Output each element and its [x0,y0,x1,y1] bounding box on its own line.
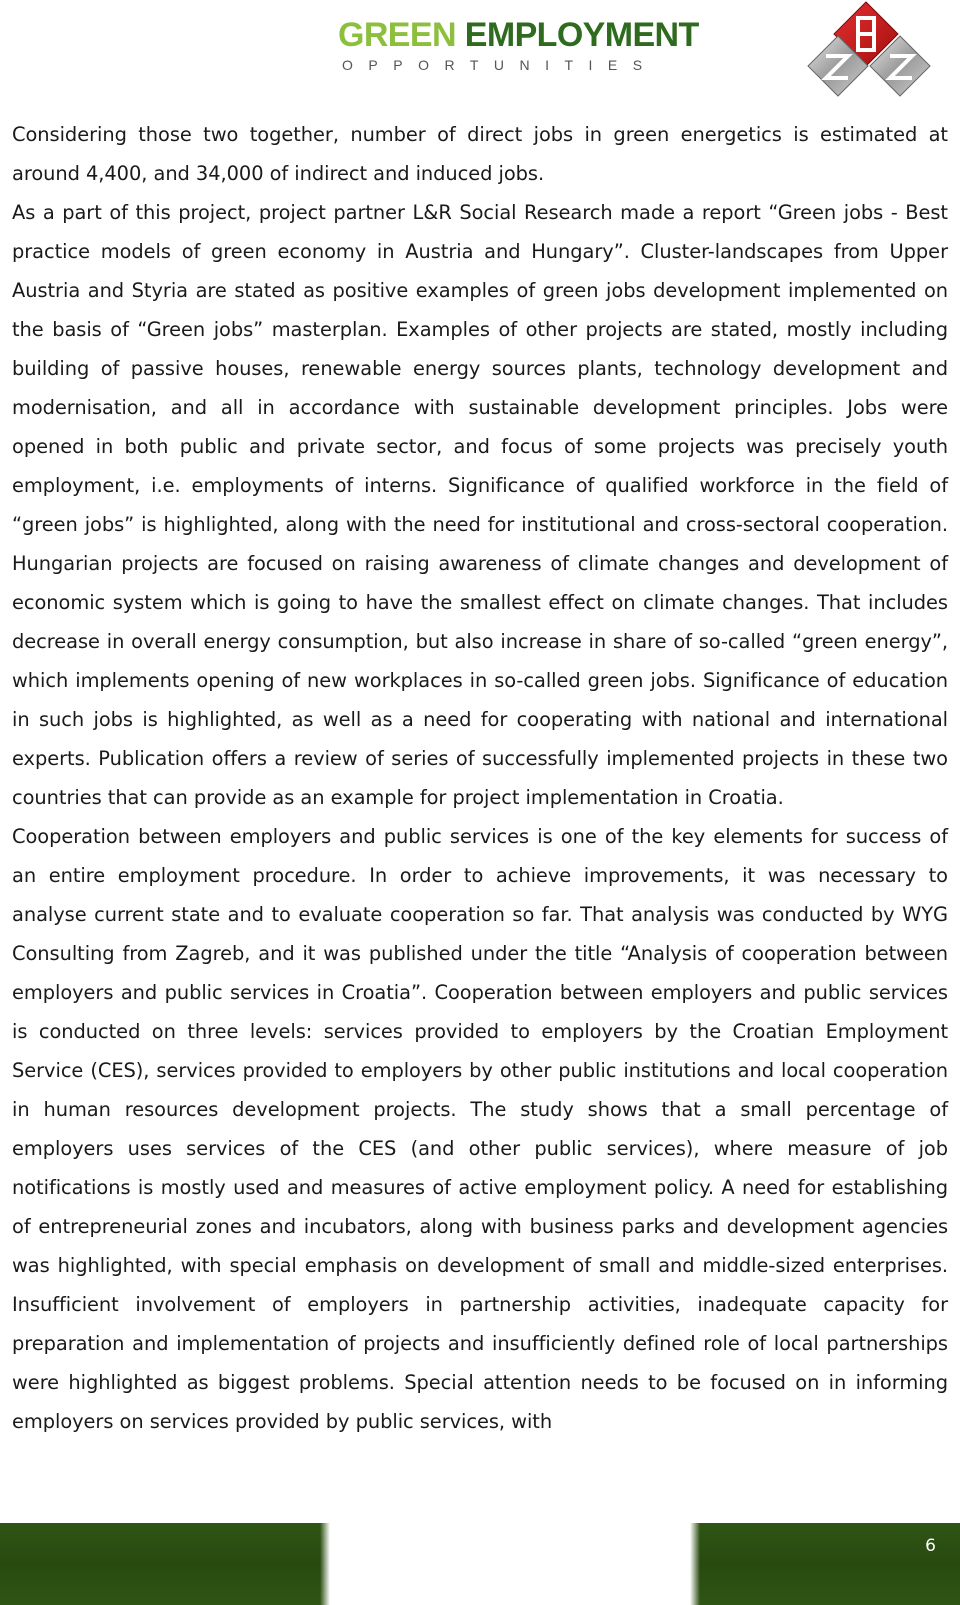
logo-word-green: GREEN [338,16,456,54]
company-diamond-logo-icon [806,0,946,104]
paragraph-2: As a part of this project, project partner L&R Social Research made a report “Green jobs - Best practice models of green economy in Austria and Hungary”. Cluster-landscapes from Upper Austria and Styria are stated as positive examples of green jobs development implemented on the basis of “Green jobs” masterplan. Examples of other projects are stated, mostly including building of passive houses, renewable energy sources plants, technology development and modernisation, and all in accordance with sustainable development principles. Jobs were opened in both public and private sector, and focus of some projects was precisely youth employment, i.e. employments of interns. Significance of qualified workforce in the field of “green jobs” is highlighted, along with the need for institutional and cross-sectoral cooperation. Hungarian projects are focused on raising awareness of climate changes and development of economic system which is going to have the smallest effect on climate changes. That includes decrease in overall energy consumption, but also increase in share of so-called “green energy”, which implements opening of new workplaces in so-called green jobs. Significance of education in such jobs is highlighted, as well as a need for cooperating with national and international experts. Publication offers a review of series of successfully implemented projects in these two countries that can provide as an example for project implementation in Croatia. [12,201,948,809]
body-text [12,115,948,1441]
logo-word-employment: EMPLOYMENT [464,16,699,54]
page-number: 6 [925,1536,936,1556]
footer-band [0,1523,960,1605]
footer-logo-panel [330,1523,690,1605]
paragraph-1: Considering those two together, number of direct jobs in green energetics is estimated at around 4,400, and 34,000 of indirect and induced jobs. [12,123,948,185]
paragraph-3: Cooperation between employers and public services is one of the key elements for success of an entire employment procedure. In order to achieve improvements, it was necessary to analyse current state and to evaluate cooperation so far. That analysis was conducted by WYG Consulting from Zagreb, and it was published under the title “Analysis of cooperation between employers and public services in Croatia”. Cooperation between employers and public services is conducted on three levels: services provided to employers by the Croatian Employment Service (CES), services provided to employers by other public institutions and local cooperation in human resources development projects. The study shows that a small percentage of employers uses services of the CES (and other public services), where measure of job notifications is mostly used and measures of active employment policy. A need for establishing of entrepreneurial zones and incubators, along with business parks and development agencies was highlighted, with special emphasis on development of small and middle-sized enterprises. Insufficient involvement of employers in partnership activities, inadequate capacity for preparation and implementation of projects and insufficiently defined role of local partnerships were highlighted as biggest problems. Special attention needs to be focused on in informing employers on services provided by public services, with [12,825,948,1433]
logo-subtitle: OPPORTUNITIES [342,57,658,73]
green-employment-logo [338,16,699,54]
